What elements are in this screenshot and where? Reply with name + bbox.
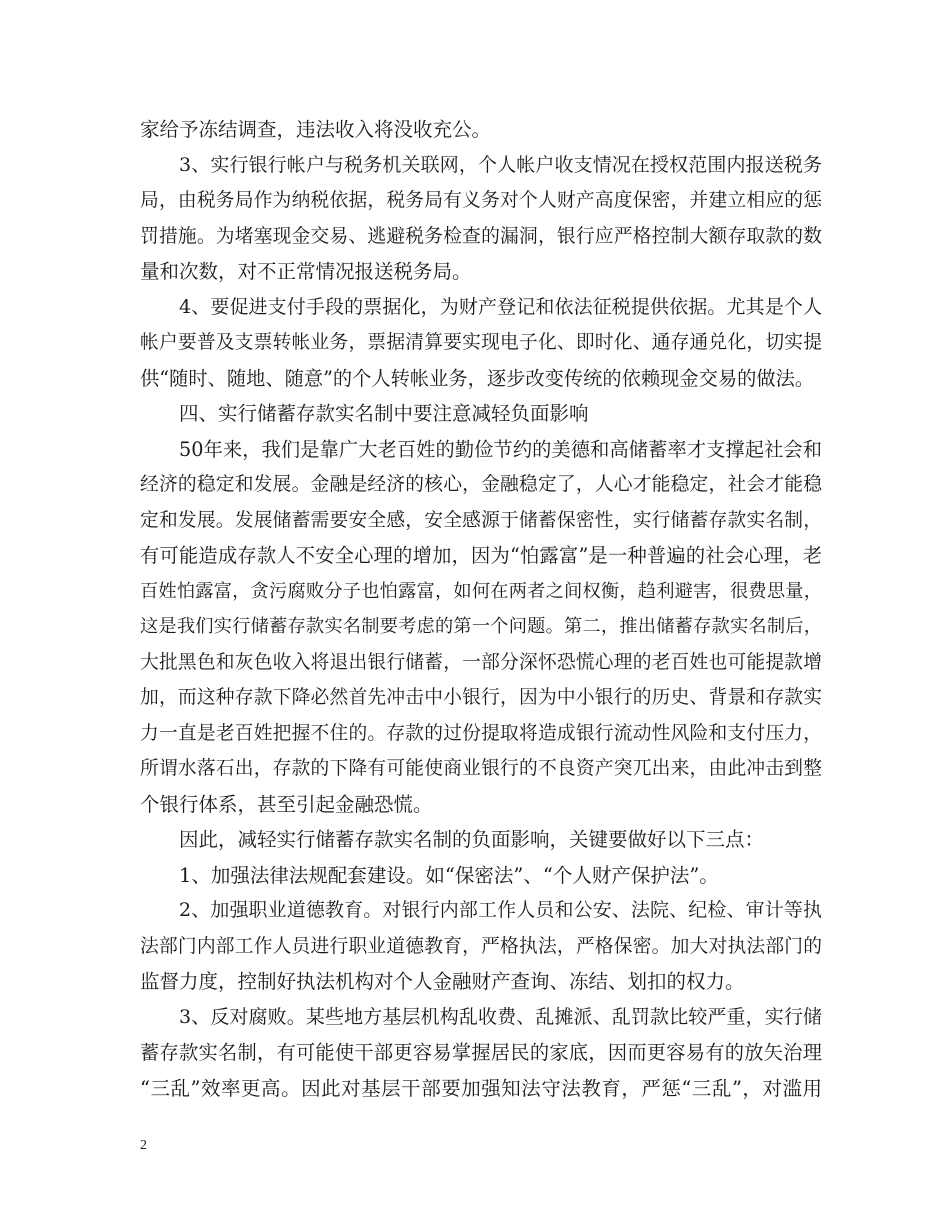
text-line: “三乱”效率更高。因此对基层干部要加强知法守法教育，严惩“三乱”，对滥用 [140,1076,822,1100]
text-line: 法部门内部工作人员进行职业道德教育，严格执法，严格保密。加大对执法部门的 [140,935,822,957]
text-line: 量和次数，对不正常情况报送税务局。 [140,260,472,283]
text-line: 力一直是老百姓把握不住的。存款的过份提取将造成银行流动性风险和支付压力， [140,722,822,744]
text-line: 个银行体系，甚至引起金融恐慌。 [140,792,433,816]
page-number: 2 [140,1138,147,1153]
text-line: 局，由税务局作为纳税依据，税务局有义务对个人财产高度保密，并建立相应的惩 [140,190,822,211]
text-line: 有可能造成存款人不安全心理的增加，因为“怕露富”是一种普遍的社会心理，老 [140,544,822,567]
text-line: 2、加强职业道德教育。对银行内部工作人员和公安、法院、纪检、审计等执 [179,899,822,921]
text-line: 这是我们实行储蓄存款实名制要考虑的第一个问题。第二，推出储蓄存款实名制后， [140,616,822,637]
text-line: 3、实行银行帐户与税务机关联网，个人帐户收支情况在授权范围内报送税务 [179,153,822,176]
text-line: 四、实行储蓄存款实名制中要注意减轻负面影响 [179,402,589,425]
text-line: 经济的稳定和发展。金融是经济的核心，金融稳定了，人心才能稳定，社会才能稳 [140,474,822,495]
text-line: 定和发展。发展储蓄需要安全感，安全感源于储蓄保密性，实行储蓄存款实名制， [140,509,822,531]
text-line: 50年来，我们是靠广大老百姓的勤俭节约的美德和高储蓄率才支撑起社会和 [179,437,822,461]
text-line: 所谓水落石出，存款的下降有可能使商业银行的不良资产突兀出来，由此冲击到整 [140,758,822,779]
document-body [140,112,822,1106]
text-line: 帐户要普及支票转帐业务，票据清算要实现电子化、即时化、通存通兑化，切实提 [140,332,822,353]
text-line: 监督力度，控制好执法机构对个人金融财产查询、冻结、划扣的权力。 [140,970,745,993]
text-line: 1、加强法律法规配套建设。如“保密法”、“个人财产保护法”。 [179,863,719,887]
text-line: 加，而这种存款下降必然首先冲击中小银行，因为中小银行的历史、背景和存款实 [140,687,822,708]
text-line: 罚措施。为堵塞现金交易、逃避税务检查的漏洞，银行应严格控制大额存取款的数 [140,225,822,247]
text-line: 3、反对腐败。某些地方基层机构乱收费、乱摊派、乱罚款比较严重，实行储 [179,1005,822,1028]
text-line: 蓄存款实名制，有可能使干部更容易掌握居民的家底，因而更容易有的放矢治理 [140,1041,822,1064]
text-line: 因此，减轻实行储蓄存款实名制的负面影响，关键要做好以下三点： [179,828,765,851]
text-line: 百姓怕露富，贪污腐败分子也怕露富，如何在两者之间权衡，趋利避害，很费思量， [140,580,822,602]
text-line: 家给予冻结调查，违法收入将没收充公。 [140,118,492,141]
text-line: 大批黑色和灰色收入将退出银行储蓄，一部分深怀恐慌心理的老百姓也可能提款增 [140,651,822,673]
text-line: 供“随时、随地、随意”的个人转帐业务，逐步改变传统的依赖现金交易的做法。 [140,366,815,390]
text-line: 4、要促进支付手段的票据化，为财产登记和依法征税提供依据。尤其是个人 [179,295,822,318]
